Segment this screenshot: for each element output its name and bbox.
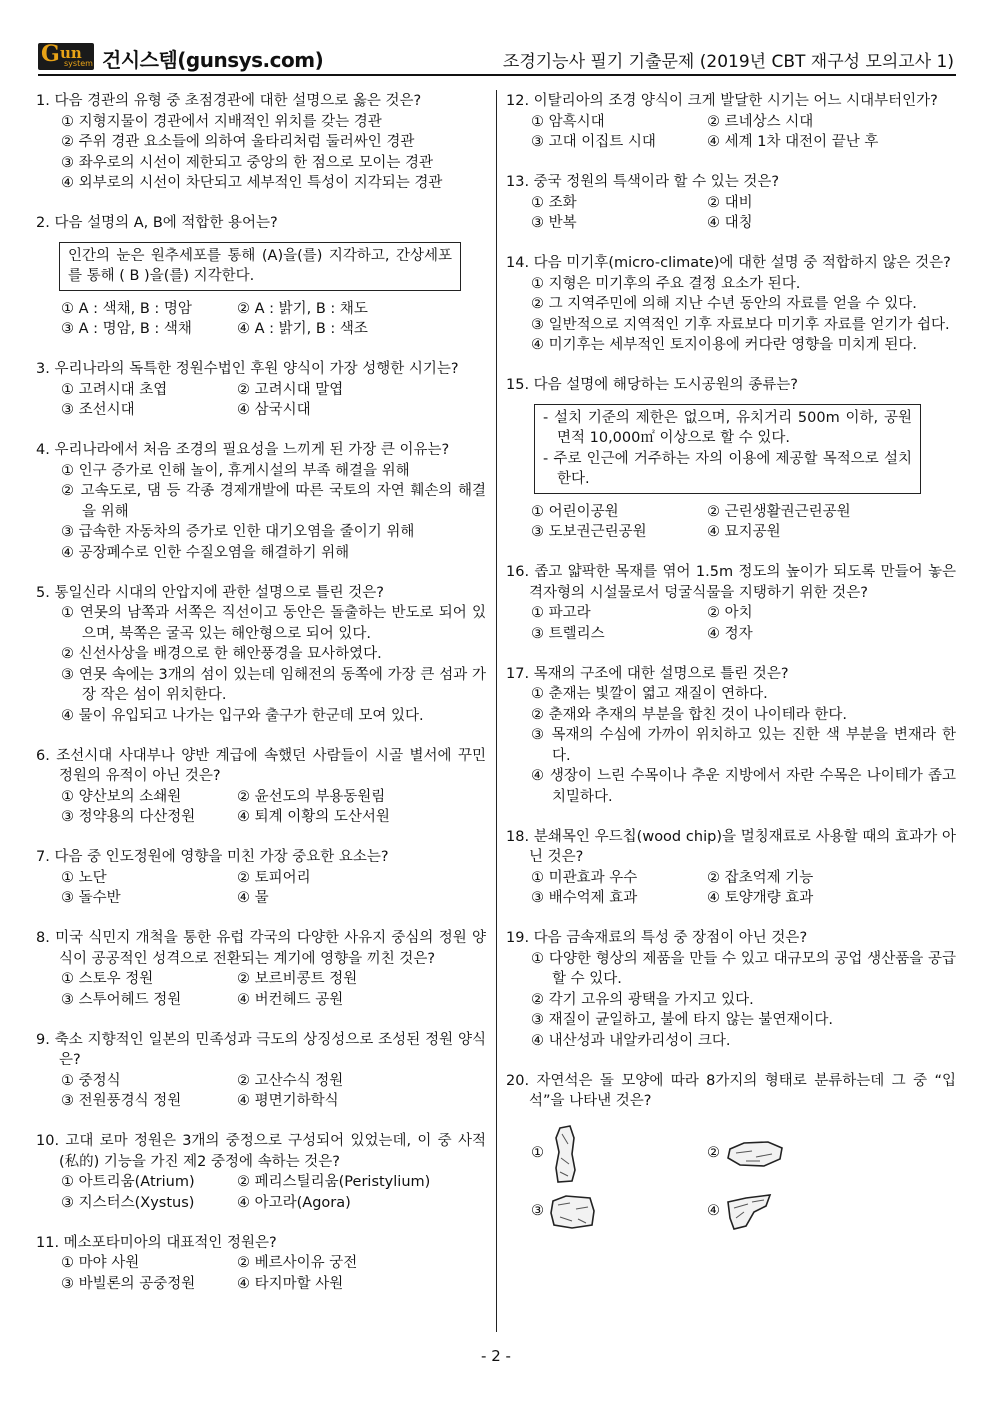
option: ④ 물이 유입되고 나가는 입구와 출구가 한군데 모여 있다. <box>61 707 424 724</box>
question-text: 9. 축소 지향적인 일본의 민족성과 극도의 상징성으로 조성된 정원 양식은? <box>36 1031 486 1068</box>
option: ② 보르비콩트 정원 <box>237 971 358 987</box>
stone-option-4 <box>707 1192 956 1232</box>
stone-option-1 <box>531 1124 707 1184</box>
option: ② 춘재와 추재의 부분을 합친 것이 나이테라 한다. <box>531 706 848 723</box>
question-text: 5. 통일신라 시대의 안압지에 관한 설명으로 틀린 것은? <box>36 584 384 601</box>
option-grid <box>506 502 956 543</box>
question-text: 20. 자연석은 돌 모양에 따라 8가지의 형태로 분류하는데 그 중 “입석”을 나타낸 것은? <box>506 1072 956 1109</box>
question-text: 19. 다음 금속재료의 특성 중 장점이 아닌 것은? <box>506 930 808 946</box>
option: ④ 버컨헤드 공원 <box>237 991 344 1008</box>
question-text: 6. 조선시대 사대부나 양반 계급에 속했던 사람들이 시골 별서에 꾸민 정원의 유적이 아닌 것은? <box>36 747 486 784</box>
option: ② <box>707 1145 720 1162</box>
question-text: 3. 우리나라의 독특한 정원수법인 후원 양식이 가장 성행한 시기는? <box>36 361 459 377</box>
option: ③ A : 명암, B : 색채 <box>61 321 192 337</box>
option: ② 고속도로, 댐 등 각종 경제개발에 따른 국토의 자연 훼손의 해결을 위해 <box>61 483 486 520</box>
left-column <box>36 91 486 1314</box>
option: ② 페리스틸리움(Peristylium) <box>237 1174 431 1190</box>
option: ④ 내산성과 내알카리성이 크다. <box>531 1032 731 1049</box>
option-grid <box>506 193 956 234</box>
option: ① 인구 증가로 인해 놀이, 휴게시설의 부족 해결을 위해 <box>61 462 410 479</box>
option: ② 그 지역주민에 의해 지난 수년 동안의 자료를 얻을 수 있다. <box>531 296 917 312</box>
question-text: 13. 중국 정원의 특색이라 할 수 있는 것은? <box>506 174 780 190</box>
option: ① 스토우 정원 <box>61 971 154 987</box>
option: ① 중정식 <box>61 1072 121 1089</box>
option: ④ A : 밝기, B : 색조 <box>237 321 368 337</box>
box-item: - 설치 기준의 제한은 없으며, 유치거리 500m 이하, 공원면적 10,000㎡ 이상으로 할 수 있다. <box>543 409 912 446</box>
option: ④ 아고라(Agora) <box>237 1194 351 1211</box>
option: ④ 묘지공원 <box>707 524 781 540</box>
option: ① A : 색채, B : 명암 <box>61 300 192 317</box>
stone-option-2 <box>707 1124 956 1184</box>
option: ② 르네상스 시대 <box>707 113 814 130</box>
question-19 <box>506 928 956 1051</box>
option: ④ 생장이 느린 수목이나 추운 지방에서 자란 수목은 나이테가 좁고 치밀하다. <box>531 768 956 805</box>
option-grid <box>36 787 486 828</box>
option: ④ 미기후는 세부적인 토지이용에 커다란 영향을 미치게 된다. <box>531 337 918 353</box>
option: ② 윤선도의 부용동원림 <box>237 788 386 805</box>
option: ① 다양한 형상의 제품을 만들 수 있고 대규모의 공업 생산품을 공급할 수 있다. <box>531 950 956 987</box>
option: ② 토피어리 <box>237 869 311 886</box>
question-text: 16. 좁고 얇팍한 목재를 엮어 1.5m 정도의 높이가 되도록 만들어 놓은 격자형의 시설물로서 덩굴식물을 지탱하기 위한 것은? <box>506 564 956 601</box>
question-text: 14. 다음 미기후(micro-climate)에 대한 설명 중 적합하지 않은 것은? <box>506 255 951 271</box>
box-item: - 주로 인근에 거주하는 자의 이용에 제공할 목적으로 설치한다. <box>543 450 912 487</box>
option: ② 잡초억제 기능 <box>707 869 814 886</box>
option: ③ <box>531 1203 544 1220</box>
option: ③ 목재의 수심에 가까이 위치하고 있는 진한 색 부분을 변재라 한다. <box>531 727 956 764</box>
option-grid <box>506 868 956 909</box>
option: ③ 트렐리스 <box>531 625 605 642</box>
option: ① 노단 <box>61 869 107 886</box>
option: ④ 물 <box>237 890 269 906</box>
question-text: 2. 다음 설명의 A, B에 적합한 용어는? <box>36 215 278 231</box>
option: ④ 토양개량 효과 <box>707 890 814 906</box>
question-text: 8. 미국 식민지 개척을 통한 유럽 각국의 다양한 사유지 중심의 정원 양식이 공공적인 성격으로 전환되는 계기에 영향을 끼친 것은? <box>36 930 486 967</box>
question-text: 11. 메소포타미아의 대표적인 정원은? <box>36 1234 277 1251</box>
option: ④ <box>707 1203 720 1220</box>
option: ④ 정자 <box>707 625 753 642</box>
option-grid <box>506 112 956 153</box>
question-text: 18. 분쇄목인 우드칩(wood chip)을 멀칭재료로 사용할 때의 효과가 아닌 것은? <box>506 828 956 865</box>
option-grid <box>36 1253 486 1294</box>
option: ④ 퇴계 이황의 도산서원 <box>237 809 390 825</box>
question-15 <box>506 375 956 543</box>
option: ③ 전원풍경식 정원 <box>61 1093 182 1109</box>
question-text: 7. 다음 중 인도정원에 영향을 미친 가장 중요한 요소는? <box>36 849 389 865</box>
option: ③ 일반적으로 지역적인 기후 자료보다 미기후 자료를 얻기가 쉽다. <box>531 316 950 333</box>
gunsystem-logo: G un system <box>38 43 94 70</box>
option: ① 양산보의 소쇄원 <box>61 788 182 805</box>
option: ② 각기 고유의 광택을 가지고 있다. <box>531 991 754 1008</box>
option: ① 지형지물이 경관에서 지배적인 위치를 갖는 경관 <box>61 113 382 130</box>
page-number: - 2 - <box>481 1347 511 1365</box>
flat-stone-icon <box>724 1137 786 1171</box>
option: ④ 대칭 <box>707 215 753 231</box>
question-3 <box>36 359 486 421</box>
option: ③ 좌우로의 시선이 제한되고 중앙의 한 점으로 모이는 경관 <box>61 154 434 171</box>
question-13 <box>506 172 956 234</box>
question-box <box>534 404 921 494</box>
option: ② 신선사상을 배경으로 한 해안풍경을 묘사하였다. <box>61 646 382 662</box>
question-text: 12. 이탈리아의 조경 양식이 크게 발달한 시기는 어느 시대부터인가? <box>506 93 938 109</box>
option: ① 춘재는 빛깔이 엷고 재질이 연하다. <box>531 686 768 702</box>
question-text: 10. 고대 로마 정원은 3개의 중정으로 구성되어 있었는데, 이 중 사적(私的) 기능을 가진 제2 중정에 속하는 것은? <box>36 1133 486 1170</box>
option: ② 아치 <box>707 605 753 621</box>
slanted-stone-icon <box>724 1192 774 1232</box>
question-12 <box>506 91 956 153</box>
option: ④ 세계 1차 대전이 끝난 후 <box>707 134 879 150</box>
header-rule <box>38 74 956 76</box>
option-grid <box>36 380 486 421</box>
option: ① 고려시대 초엽 <box>61 381 168 398</box>
stone-option-3 <box>531 1192 707 1232</box>
option-grid <box>506 603 956 644</box>
question-text: 17. 목재의 구조에 대한 설명으로 틀린 것은? <box>506 665 789 682</box>
question-9 <box>36 1030 486 1112</box>
question-6 <box>36 746 486 828</box>
question-10 <box>36 1131 486 1213</box>
option: ③ 연못 속에는 3개의 섬이 있는데 임해전의 동쪽에 가장 큰 섬과 가장 작은 섬이 위치한다. <box>61 666 486 703</box>
standing-stone-icon <box>548 1124 582 1184</box>
option: ① 암흑시대 <box>531 113 605 130</box>
option: ① 어린이공원 <box>531 503 619 520</box>
option: ④ 삼국시대 <box>237 402 311 418</box>
option: ① 지형은 미기후의 주요 결정 요소가 된다. <box>531 275 801 292</box>
stone-options <box>506 1124 956 1232</box>
option: ② 대비 <box>707 194 753 211</box>
option-grid <box>36 1172 486 1213</box>
option: ③ 반복 <box>531 215 577 231</box>
question-11 <box>36 1233 486 1295</box>
right-column <box>506 91 956 1251</box>
option-grid <box>36 299 486 340</box>
question-14 <box>506 253 956 356</box>
option: ① <box>531 1145 544 1162</box>
option: ② 주위 경관 요소들에 의하여 울타리처럼 둘러싸인 경관 <box>61 134 415 150</box>
option-grid <box>36 969 486 1010</box>
option: ④ 평면기하학식 <box>237 1093 339 1109</box>
option: ① 마야 사원 <box>61 1255 140 1271</box>
option: ② 베르사이유 궁전 <box>237 1255 358 1271</box>
question-20 <box>506 1071 956 1232</box>
option-grid <box>36 1071 486 1112</box>
option: ① 조화 <box>531 194 577 211</box>
question-text: 4. 우리나라에서 처음 조경의 필요성을 느끼게 된 가장 큰 이유는? <box>36 442 450 458</box>
column-divider <box>496 90 497 1332</box>
brand-name: 건시스템(gunsys.com) <box>102 48 324 72</box>
question-1 <box>36 91 486 194</box>
option: ③ 지스터스(Xystus) <box>61 1194 195 1211</box>
question-2 <box>36 213 486 340</box>
question-16 <box>506 562 956 644</box>
question-4 <box>36 440 486 563</box>
option: ③ 돌수반 <box>61 890 121 906</box>
block-stone-icon <box>548 1193 598 1231</box>
page-header <box>38 40 956 76</box>
option: ② 근린생활권근린공원 <box>707 503 851 520</box>
question-text: 1. 다음 경관의 유형 중 초점경관에 대한 설명으로 옳은 것은? <box>36 93 422 109</box>
option: ③ 급속한 자동차의 증가로 인한 대기오염을 줄이기 위해 <box>61 524 415 540</box>
option: ① 미관효과 우수 <box>531 869 638 886</box>
option: ③ 정약용의 다산정원 <box>61 809 196 825</box>
question-5 <box>36 583 486 727</box>
option: ② A : 밝기, B : 채도 <box>237 300 368 317</box>
option: ③ 배수억제 효과 <box>531 890 638 906</box>
option: ② 고려시대 말엽 <box>237 381 344 398</box>
option: ④ 외부로의 시선이 차단되고 세부적인 특성이 지각되는 경관 <box>61 175 443 191</box>
option: ② 고산수식 정원 <box>237 1072 344 1089</box>
question-7 <box>36 847 486 909</box>
exam-title: 조경기능사 필기 기출문제 (2019년 CBT 재구성 모의고사 1) <box>502 52 954 72</box>
option: ③ 조선시대 <box>61 402 135 418</box>
option: ③ 바빌론의 공중정원 <box>61 1275 196 1292</box>
option: ③ 도보권근린공원 <box>531 524 647 540</box>
option: ③ 고대 이집트 시대 <box>531 134 656 150</box>
question-box: 인간의 눈은 원추세포를 통해 (A)을(를) 지각하고, 간상세포를 통해 ( B )을(를) 지각한다. <box>59 242 461 291</box>
question-text: 15. 다음 설명에 해당하는 도시공원의 종류는? <box>506 377 798 393</box>
question-17 <box>506 664 956 808</box>
option: ① 아트리움(Atrium) <box>61 1174 195 1190</box>
option: ③ 재질이 균일하고, 불에 타지 않는 불연재이다. <box>531 1012 833 1028</box>
option: ① 연못의 남쪽과 서쪽은 직선이고 동안은 돌출하는 반도로 되어 있으며, 북쪽은 굴곡 있는 해안형으로 되어 있다. <box>61 605 486 642</box>
question-8 <box>36 928 486 1010</box>
option: ④ 공장폐수로 인한 수질오염을 해결하기 위해 <box>61 544 350 561</box>
option-grid <box>36 868 486 909</box>
option: ① 파고라 <box>531 605 591 621</box>
option: ④ 타지마할 사원 <box>237 1275 344 1292</box>
option: ③ 스투어헤드 정원 <box>61 991 182 1008</box>
question-18 <box>506 827 956 909</box>
